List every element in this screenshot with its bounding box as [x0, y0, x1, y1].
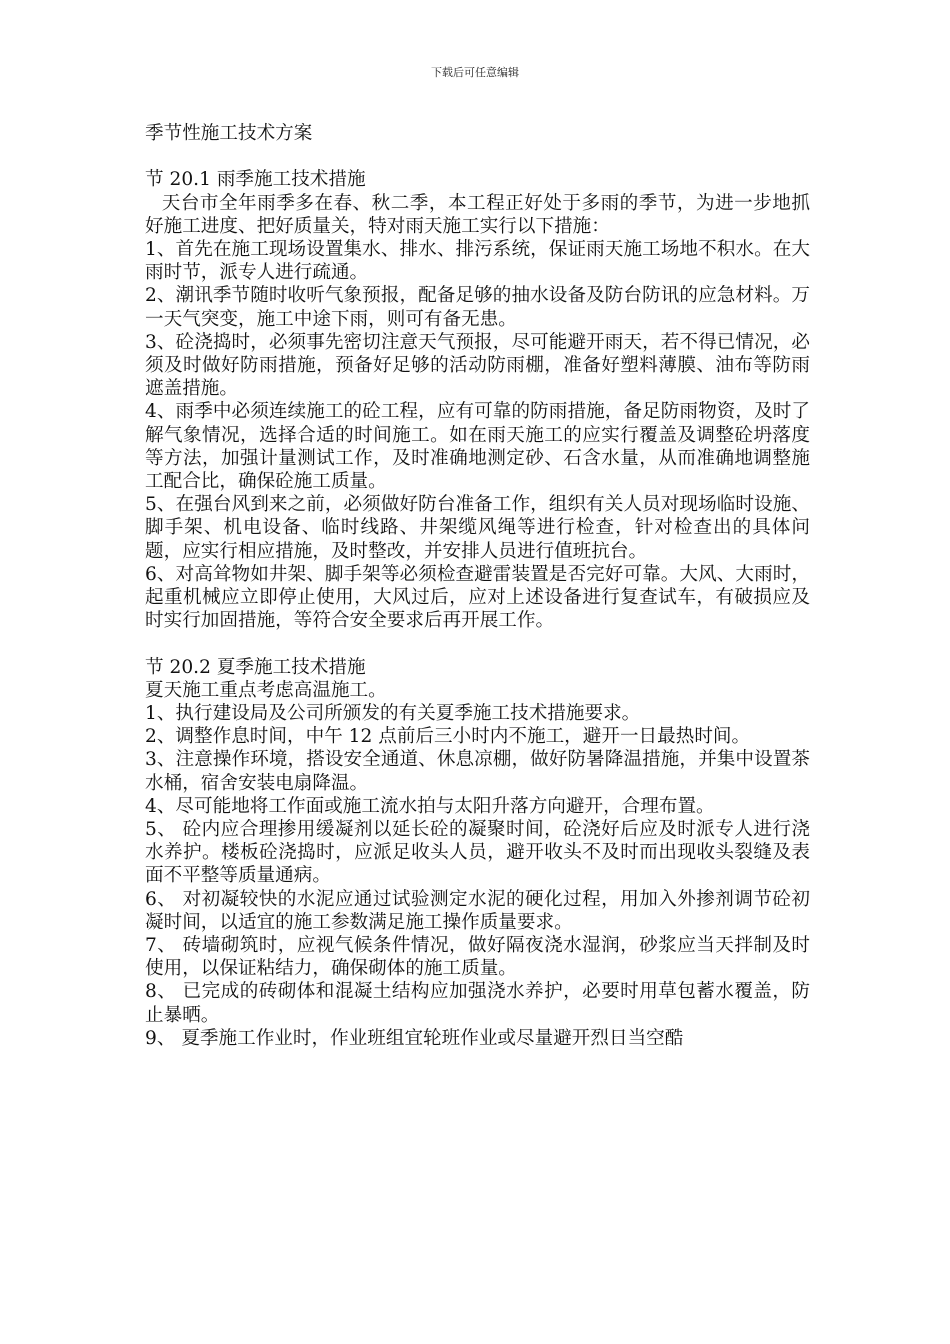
paragraph: 6、对高耸物如井架、脚手架等必须检查避雷装置是否完好可靠。大风、大雨时，起重机械应立即停止使用，大风过后，应对上述设备进行复查试车，有破损应及时实行加固措施，等符合安全要求后再开展工作。: [145, 563, 810, 632]
paragraph: 1、首先在施工现场设置集水、排水、排污系统，保证雨天施工场地不积水。在大雨时节，派专人进行疏通。: [145, 239, 810, 284]
paragraph: 6、 对初凝较快的水泥应通过试验测定水泥的硬化过程，用加入外掺剂调节砼初凝时间，以适宜的施工参数满足施工操作质量要求。: [145, 888, 810, 933]
paragraph: 3、注意操作环境，搭设安全通道、休息凉棚，做好防暑降温措施，并集中设置茶水桶，宿舍安装电扇降温。: [145, 749, 810, 794]
section-rainy-season: [145, 168, 810, 632]
paragraph: 4、雨季中必须连续施工的砼工程，应有可靠的防雨措施，备足防雨物资，及时了解气象情况，选择合适的时间施工。如在雨天施工的应实行覆盖及调整砼坍落度等方法，加强计量测试工作，及时准确地测定砂、石含水量，从而准确地调整施工配合比，确保砼施工质量。: [145, 401, 810, 493]
paragraph: 1、执行建设局及公司所颁发的有关夏季施工技术措施要求。: [145, 703, 641, 725]
paragraph: 夏天施工重点考虑高温施工。: [145, 679, 387, 701]
document-title: 季节性施工技术方案: [145, 123, 313, 144]
page-header: 下载后可任意编辑: [431, 66, 519, 79]
paragraph: 9、 夏季施工作业时，作业班组宜轮班作业或尽量避开烈日当空酷: [145, 1027, 684, 1049]
paragraph: 3、砼浇捣时，必须事先密切注意天气预报，尽可能避开雨天，若不得已情况，必须及时做好防雨措施，预备好足够的活动防雨棚，准备好塑料薄膜、油布等防雨遮盖措施。: [145, 331, 810, 400]
paragraph: 2、潮讯季节随时收听气象预报，配备足够的抽水设备及防台防讯的应急材料。万一天气突变，施工中途下雨，则可有备无患。: [145, 285, 810, 330]
paragraph: 8、 已完成的砖砌体和混凝土结构应加强浇水养护，必要时用草包蓄水覆盖，防止暴晒。: [145, 981, 810, 1026]
paragraph: 2、调整作息时间，中午 12 点前后三小时内不施工，避开一日最热时间。: [145, 726, 751, 748]
paragraph: 4、尽可能地将工作面或施工流水拍与太阳升落方向避开，合理布置。: [145, 795, 715, 817]
section-heading: 节 20.2 夏季施工技术措施: [145, 656, 366, 678]
paragraph: 5、在强台风到来之前，必须做好防台准备工作，组织有关人员对现场临时设施、脚手架、机电设备、临时线路、井架缆风绳等进行检查，针对检查出的具体问题，应实行相应措施，及时整改，并安排人员进行值班抗台。: [145, 494, 810, 562]
document-body: [145, 122, 810, 1050]
paragraph: 7、 砖墙砌筑时，应视气候条件情况，做好隔夜浇水湿润，砂浆应当天拌制及时使用，以保证粘结力，确保砌体的施工质量。: [145, 935, 810, 980]
paragraph: 天台市全年雨季多在春、秋二季，本工程正好处于多雨的季节，为进一步地抓好施工进度、把好质量关，特对雨天施工实行以下措施：: [145, 192, 810, 237]
section-heading: 节 20.1 雨季施工技术措施: [145, 169, 366, 191]
section-summer: [145, 656, 810, 1050]
paragraph: 5、 砼内应合理掺用缓凝剂以延长砼的凝聚时间，砼浇好后应及时派专人进行浇水养护。楼板砼浇捣时，应派足收头人员，避开收头不及时而出现收头裂缝及表面不平整等质量通病。: [145, 819, 810, 887]
